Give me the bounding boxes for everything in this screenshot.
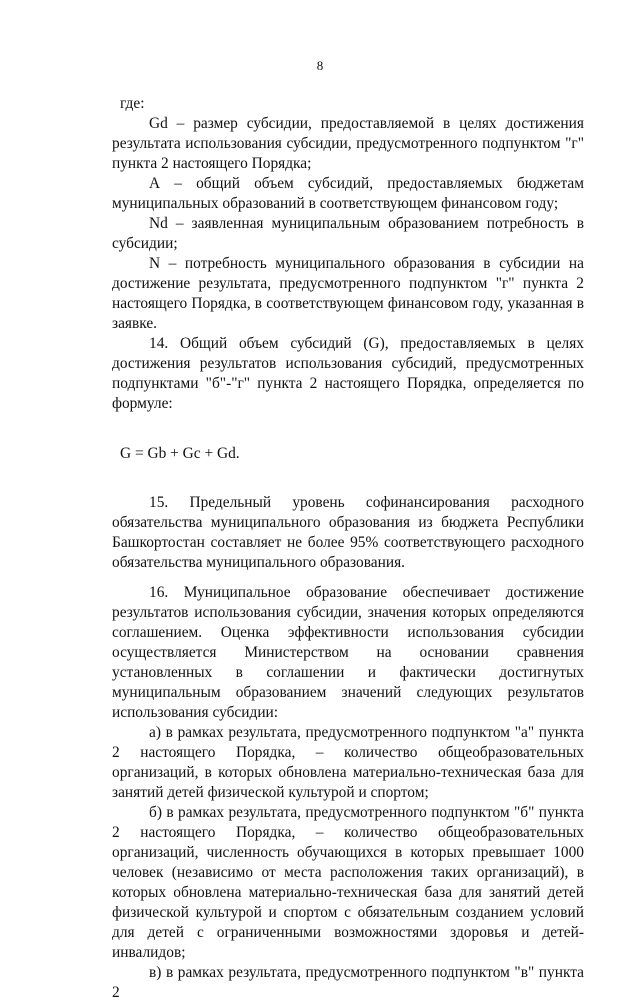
paragraph-where: где:: [120, 95, 145, 112]
paragraph-16: 16. Муниципальное образование обеспечивает достижение результатов использования субсидии, значения которых определяются соглашением. Оценка эффективности использования субсидии осуществляется Министерством на основании сравнения установленных в соглашении и фактически достигнутых муниципальным образованием значений следующих результатов использования субсидии:: [112, 584, 584, 721]
paragraph-14: 14. Общий объем субсидий (G), предоставляемых в целях достижения результатов использования субсидий, предусмотренных подпунктами "б"-"г" пункта 2 настоящего Порядка, определяется по формуле:: [112, 335, 584, 412]
paragraph-nd-definition: Nd – заявленная муниципальным образованием потребность в субсидии;: [112, 215, 584, 252]
formula: G = Gb + Gc + Gd.: [120, 445, 240, 462]
document-body: [112, 94, 584, 1003]
paragraph-gd-definition: Gd – размер субсидии, предоставляемой в целях достижения результата использования субсидии, предусмотренного подпунктом "г" пункта 2 настоящего Порядка;: [112, 115, 584, 172]
page-number: 8: [316, 58, 324, 73]
paragraph-15: 15. Предельный уровень софинансирования расходного обязательства муниципального образования из бюджета Республики Башкортостан составляет не более 95% соответствующего расходного обязательства муниципального образования.: [112, 494, 584, 571]
subparagraph-b: б) в рамках результата, предусмотренного подпунктом "б" пункта 2 настоящего Порядка, – количество общеобразовательных организаций, численность обучающихся в которых превышает 1000 человек (независимо от места расположения таких организаций), в которых обновлена материально-техническая база для занятий детей физической культурой и спортом с обязательным созданием условий для детей с ограниченными возможностями здоровья и детей-инвалидов;: [112, 804, 584, 961]
subparagraph-v: в) в рамках результата, предусмотренного подпунктом "в" пункта 2: [112, 964, 584, 1001]
paragraph-a-definition: А – общий объем субсидий, предоставляемых бюджетам муниципальных образований в соответствующем финансовом году;: [112, 175, 584, 212]
paragraph-n-definition: N – потребность муниципального образования в субсидии на достижение результата, предусмотренного подпунктом "г" пункта 2 настоящего Порядка, в соответствующем финансовом году, указанная в заявке.: [112, 255, 584, 332]
subparagraph-a: а) в рамках результата, предусмотренного подпунктом "а" пункта 2 настоящего Порядка, – количество общеобразовательных организаций, в которых обновлена материально-техническая база для занятий детей физической культурой и спортом;: [112, 724, 584, 801]
